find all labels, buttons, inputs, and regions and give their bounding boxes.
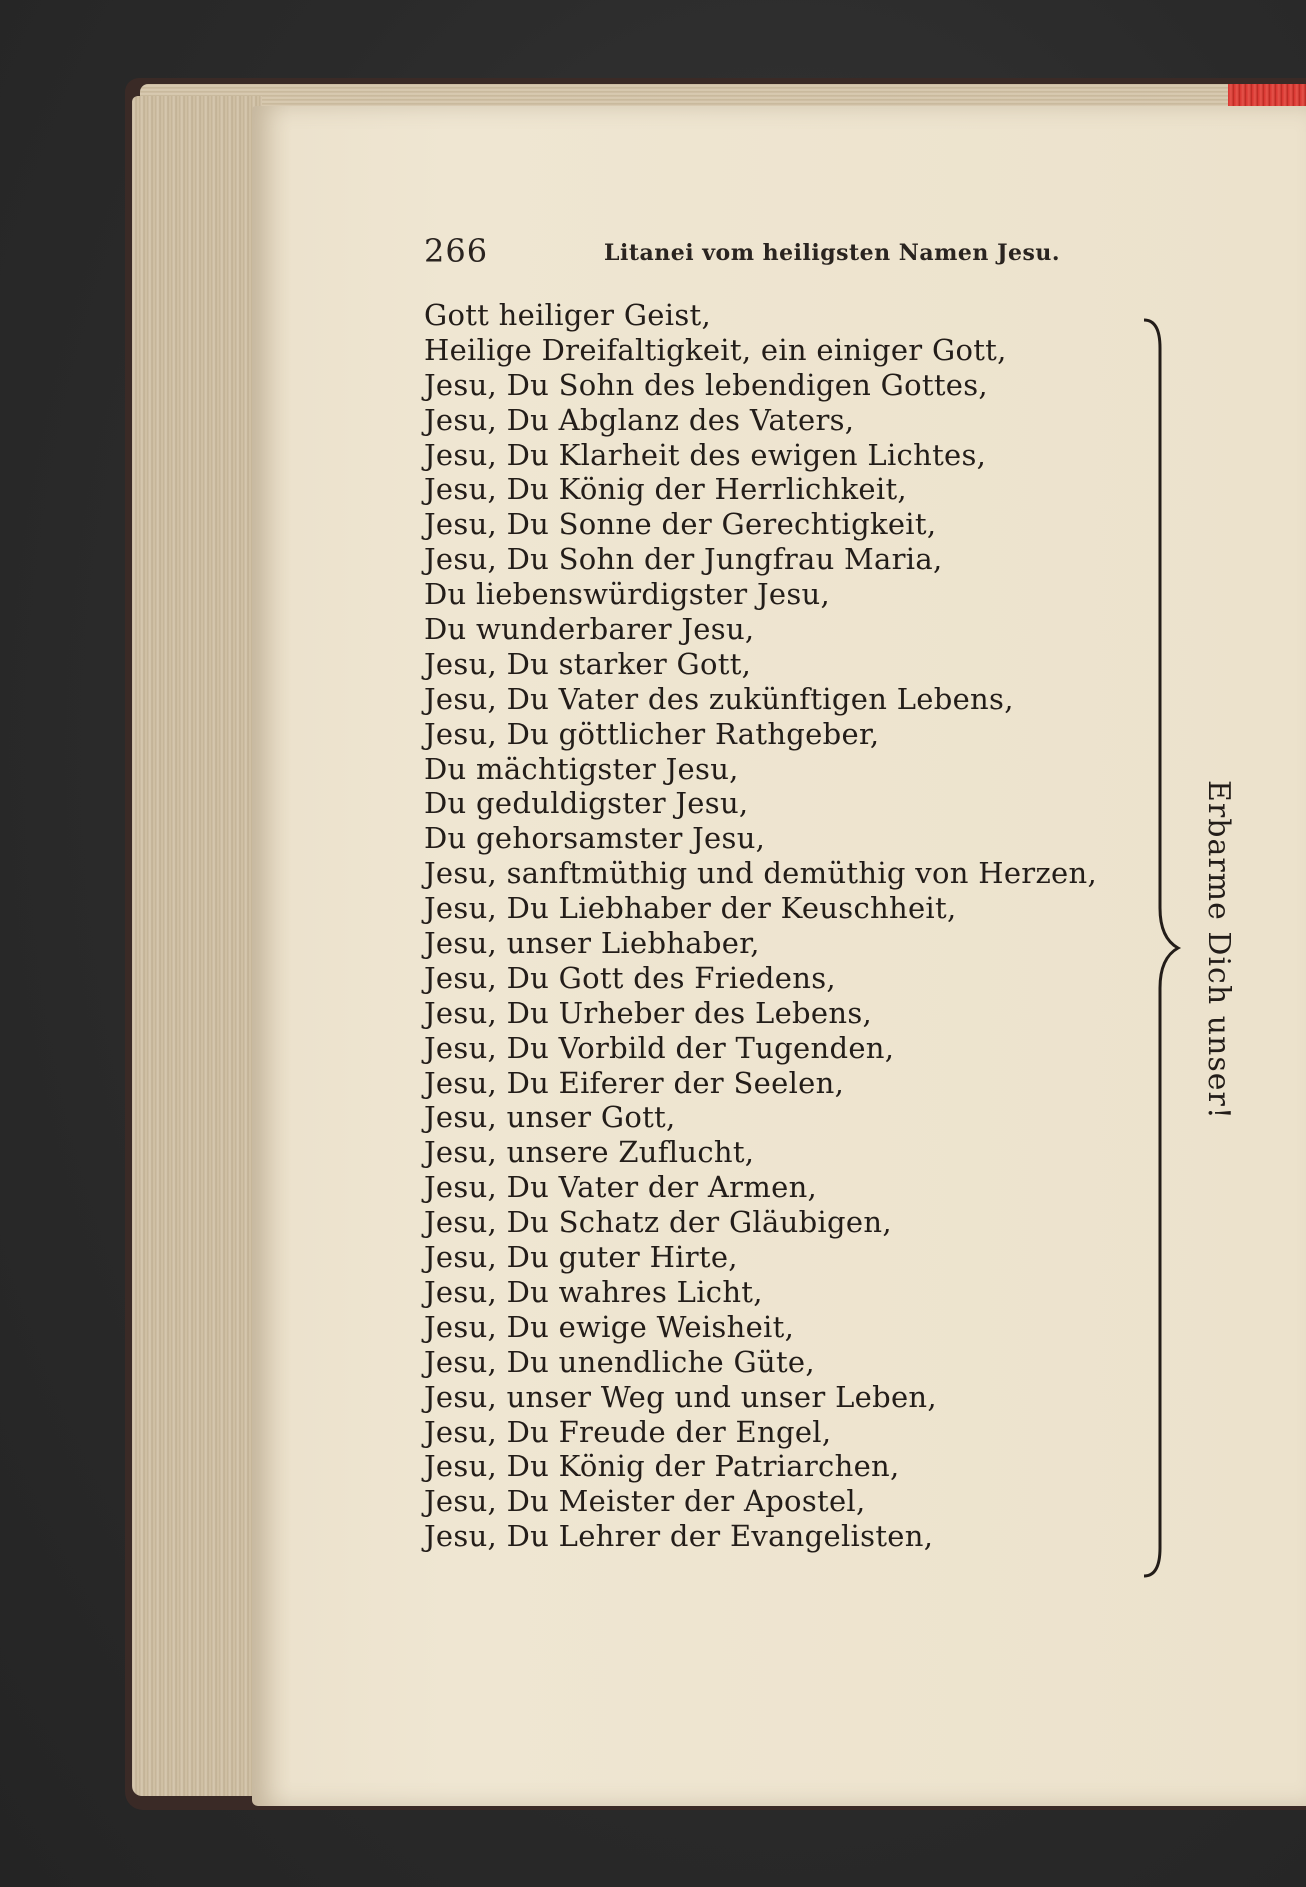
invocation-line: Jesu, Du Meister der Apostel, bbox=[424, 1484, 866, 1519]
grouping-brace bbox=[1142, 318, 1182, 1578]
invocation-line: Jesu, Du Sohn der Jungfrau Maria, bbox=[424, 542, 943, 577]
invocation-line: Jesu, unsere Zuflucht, bbox=[424, 1135, 755, 1170]
invocation-line: Gott heiliger Geist, bbox=[424, 298, 711, 332]
litany-response: Erbarme Dich unser! bbox=[1201, 780, 1236, 1120]
invocation-line: Jesu, Du starker Gott, bbox=[424, 646, 752, 681]
invocation-line: Jesu, Du Vater der Armen, bbox=[424, 1170, 818, 1205]
invocation-line: Jesu, Du Vater des zukünftigen Lebens, bbox=[424, 681, 1014, 716]
invocation-line: Du gehorsamster Jesu, bbox=[424, 821, 766, 856]
invocation-line: Jesu, Du Vorbild der Tugenden, bbox=[424, 1030, 895, 1065]
invocation-line: Jesu, Du Liebhaber der Keuschheit, bbox=[424, 891, 957, 926]
invocation-line: Du mächtigster Jesu, bbox=[424, 751, 739, 786]
invocation-line: Jesu, Du König der Herrlichkeit, bbox=[424, 472, 907, 507]
invocation-line: Jesu, Du Freude der Engel, bbox=[424, 1414, 832, 1449]
invocation-line: Jesu, unser Weg und unser Leben, bbox=[424, 1379, 937, 1414]
invocation-line: Jesu, unser Gott, bbox=[424, 1100, 676, 1135]
invocation-line: Jesu, Du Abglanz des Vaters, bbox=[424, 402, 855, 437]
invocation-line: Jesu, Du wahres Licht, bbox=[424, 1274, 763, 1309]
invocation-line: Jesu, Du Sonne der Gerechtigkeit, bbox=[424, 507, 937, 542]
invocation-line: Jesu, Du Gott des Friedens, bbox=[424, 960, 836, 995]
invocation-line: Jesu, unser Liebhaber, bbox=[424, 926, 760, 961]
invocation-line: Jesu, Du guter Hirte, bbox=[424, 1240, 738, 1275]
invocation-line: Jesu, Du Schatz der Gläubigen, bbox=[424, 1205, 892, 1240]
invocation-line: Jesu, Du Sohn des lebendigen Gottes, bbox=[424, 367, 988, 402]
page-header bbox=[424, 232, 1064, 278]
invocation-line: Du wunderbarer Jesu, bbox=[424, 612, 755, 647]
invocation-line: Jesu, Du göttlicher Rathgeber, bbox=[424, 716, 880, 751]
book-page-edges bbox=[132, 96, 262, 1796]
invocation-line: Jesu, Du Lehrer der Evangelisten, bbox=[424, 1519, 934, 1554]
invocation-line: Jesu, Du Urheber des Lebens, bbox=[424, 995, 873, 1030]
invocation-line: Jesu, Du ewige Weisheit, bbox=[424, 1309, 795, 1344]
invocation-line: Heilige Dreifaltigkeit, ein einiger Gott, bbox=[424, 332, 1007, 367]
bookmark-ribbon bbox=[1228, 84, 1306, 108]
litany-invocations bbox=[424, 298, 1164, 1554]
invocation-line: Du geduldigster Jesu, bbox=[424, 786, 749, 821]
invocation-line: Jesu, Du Eiferer der Seelen, bbox=[424, 1065, 845, 1100]
page-number: 266 bbox=[424, 232, 489, 270]
invocation-line: Jesu, Du unendliche Güte, bbox=[424, 1344, 815, 1379]
running-title: Litanei vom heiligsten Namen Jesu. bbox=[604, 240, 1061, 266]
invocation-line: Jesu, Du König der Patriarchen, bbox=[424, 1449, 900, 1484]
invocation-line: Jesu, Du Klarheit des ewigen Lichtes, bbox=[424, 437, 987, 472]
invocation-line: Jesu, sanftmüthig und demüthig von Herzen, bbox=[424, 856, 1098, 891]
invocation-line: Du liebenswürdigster Jesu, bbox=[424, 577, 831, 612]
